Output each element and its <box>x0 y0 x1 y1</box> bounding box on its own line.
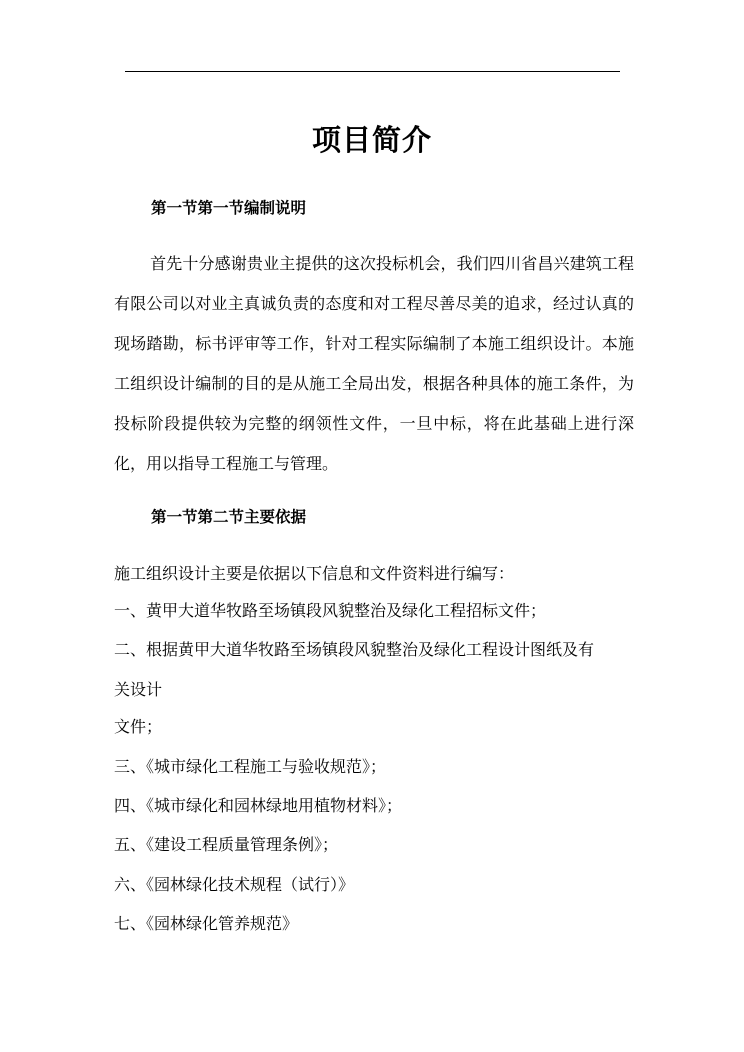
section-heading-2: 第一节第二节主要依据 <box>151 508 307 526</box>
list-item: 关设计 <box>114 680 163 699</box>
list-item: 六、《园林绿化技术规程（试行）》 <box>114 875 355 894</box>
section1-paragraph-text: 首先十分感谢贵业主提供的这次投标机会，我们四川省昌兴建筑工程有限公司以对业主真诚负责的态度和对工程尽善尽美的追求，经过认真的现场踏勘，标书评审等工作，针对工程实际编制了本施工组织设计。本施工组织设计编制的目的是从施工全局出发，根据各种具体的施工条件，为投标阶段提供较为完整的纲领性文件，一旦中标，将在此基础上进行深化，用以指导工程施工与管理。 <box>114 254 634 473</box>
list-item: 二、根据黄甲大道华牧路至场镇段风貌整治及绿化工程设计图纸及有 <box>114 640 595 659</box>
list-item: 五、《建设工程质量管理条例》； <box>114 835 339 854</box>
list-item: 一、黄甲大道华牧路至场镇段风貌整治及绿化工程招标文件； <box>114 601 547 620</box>
list-item: 文件； <box>114 717 163 736</box>
page-title: 项目简介 <box>311 123 432 157</box>
list-item: 三、《城市绿化工程施工与验收规范》； <box>114 757 387 776</box>
section1-paragraph <box>114 244 634 484</box>
header-rule <box>125 71 620 72</box>
list-item: 七、《园林绿化管养规范》 <box>114 914 299 933</box>
list-item: 四、《城市绿化和园林绿地用植物材料》； <box>114 796 403 815</box>
section2-intro: 施工组织设计主要是依据以下信息和文件资料进行编写： <box>114 564 515 583</box>
section-heading-1: 第一节第一节编制说明 <box>151 199 307 217</box>
